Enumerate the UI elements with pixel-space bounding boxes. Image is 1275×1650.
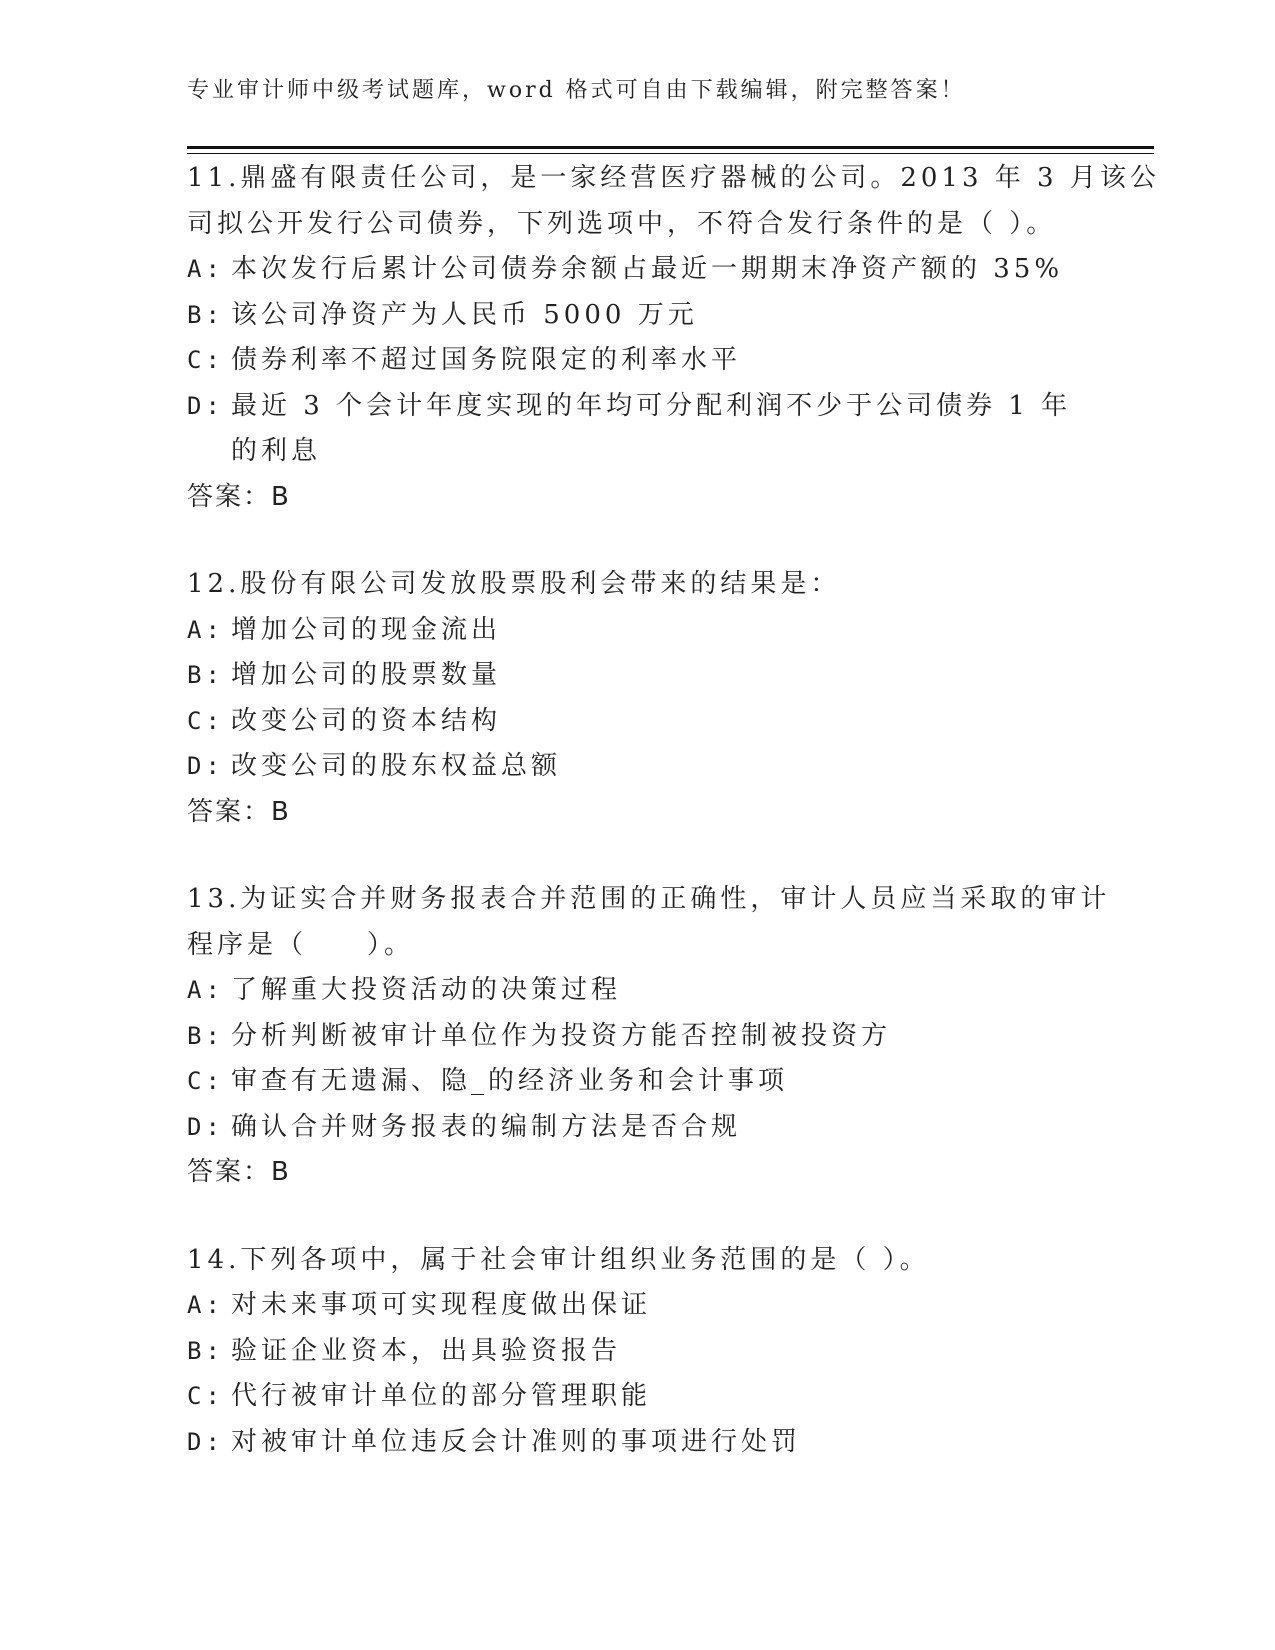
option-b (187, 293, 1087, 339)
option-text: 改变公司的股东权益总额 (231, 751, 562, 781)
option-letter: D: (187, 1112, 224, 1141)
option-a (187, 1283, 1087, 1329)
option-letter: D: (187, 391, 224, 420)
option-letter: A: (187, 976, 224, 1004)
option-letter: B: (187, 300, 224, 329)
option-text: 分析判断被审计单位作为投资方能否控制被投资方 (231, 1020, 892, 1051)
option-text: 代行被审计单位的部分管理职能 (231, 1381, 652, 1411)
question-stem (187, 562, 1087, 608)
option-c (187, 699, 1087, 745)
option-letter: C: (187, 1382, 224, 1410)
question-13 (187, 877, 1111, 1196)
option-text: 债券利率不超过国务院限定的利率水平 (231, 345, 742, 375)
option-b (187, 1329, 1087, 1375)
option-text: 验证企业资本，出具验资报告 (231, 1335, 622, 1366)
option-text: 增加公司的现金流出 (231, 614, 502, 645)
stem-line: 11.鼎盛有限责任公司，是一家经营医疗器械的公司。2013 年 3 月该公 (187, 163, 1160, 193)
answer-line: 答案：B (187, 796, 291, 827)
header-rule-thick (187, 146, 1154, 149)
option-c (187, 338, 1087, 384)
option-letter: A: (187, 615, 224, 644)
option-text: 本次发行后累计公司债券余额占最近一期期末净资产额的 35% (231, 254, 1064, 284)
option-text: 该公司净资产为人民币 5000 万元 (231, 299, 698, 330)
option-letter: D: (187, 752, 224, 780)
option-text: 最近 3 个会计年度实现的年均可分配利润不少于公司债券 1 年的利息 (231, 390, 1072, 466)
answer-line: 答案：B (187, 481, 291, 512)
option-d (187, 384, 1087, 475)
option-a (187, 608, 1087, 654)
option-text: 对被审计单位违反会计准则的事项进行处罚 (231, 1426, 802, 1457)
option-d (187, 1420, 1087, 1466)
question-stem (187, 877, 1111, 968)
page-header: 专业审计师中级考试题库，word 格式可自由下载编辑，附完整答案！ (187, 78, 966, 103)
question-12 (187, 562, 1087, 835)
option-text: 对未来事项可实现程度做出保证 (231, 1290, 652, 1320)
option-d (187, 1105, 1087, 1151)
option-letter: C: (187, 346, 224, 374)
option-c (187, 1374, 1087, 1420)
option-a (187, 247, 1087, 293)
option-c (187, 1059, 1087, 1105)
stem-line: 程序是（ ）。 (187, 929, 415, 960)
option-text: 审查有无遗漏、隐_的经济业务和会计事项 (231, 1066, 789, 1096)
option-b (187, 653, 1087, 699)
question-14 (187, 1238, 1087, 1466)
stem-line: 13.为证实合并财务报表合并范围的正确性，审计人员应当采取的审计 (187, 884, 1111, 914)
option-letter: C: (187, 1067, 224, 1095)
option-letter: D: (187, 1427, 224, 1456)
option-d (187, 744, 1087, 790)
option-letter: B: (187, 1336, 224, 1365)
question-list (187, 156, 1160, 1507)
option-letter: B: (187, 1021, 224, 1050)
stem-line: 司拟公开发行公司债券，下列选项中，不符合发行条件的是（ ）。 (187, 208, 1057, 239)
option-b (187, 1014, 1087, 1060)
stem-line: 14.下列各项中，属于社会审计组织业务范围的是（ ）。 (187, 1244, 930, 1275)
option-letter: A: (187, 1291, 224, 1319)
answer-line: 答案：B (187, 1157, 291, 1187)
question-stem (187, 1238, 1087, 1284)
header-rule-thin (187, 153, 1154, 154)
option-text: 确认合并财务报表的编制方法是否合规 (231, 1111, 742, 1142)
option-a (187, 968, 1087, 1014)
stem-line: 12.股份有限公司发放股票股利会带来的结果是： (187, 569, 841, 599)
question-stem (187, 156, 1160, 247)
option-letter: B: (187, 661, 224, 689)
option-text: 了解重大投资活动的决策过程 (231, 975, 622, 1005)
option-letter: A: (187, 255, 224, 283)
question-11 (187, 156, 1160, 520)
option-letter: C: (187, 706, 224, 735)
option-text: 改变公司的资本结构 (231, 705, 502, 736)
option-text: 增加公司的股票数量 (231, 660, 502, 690)
